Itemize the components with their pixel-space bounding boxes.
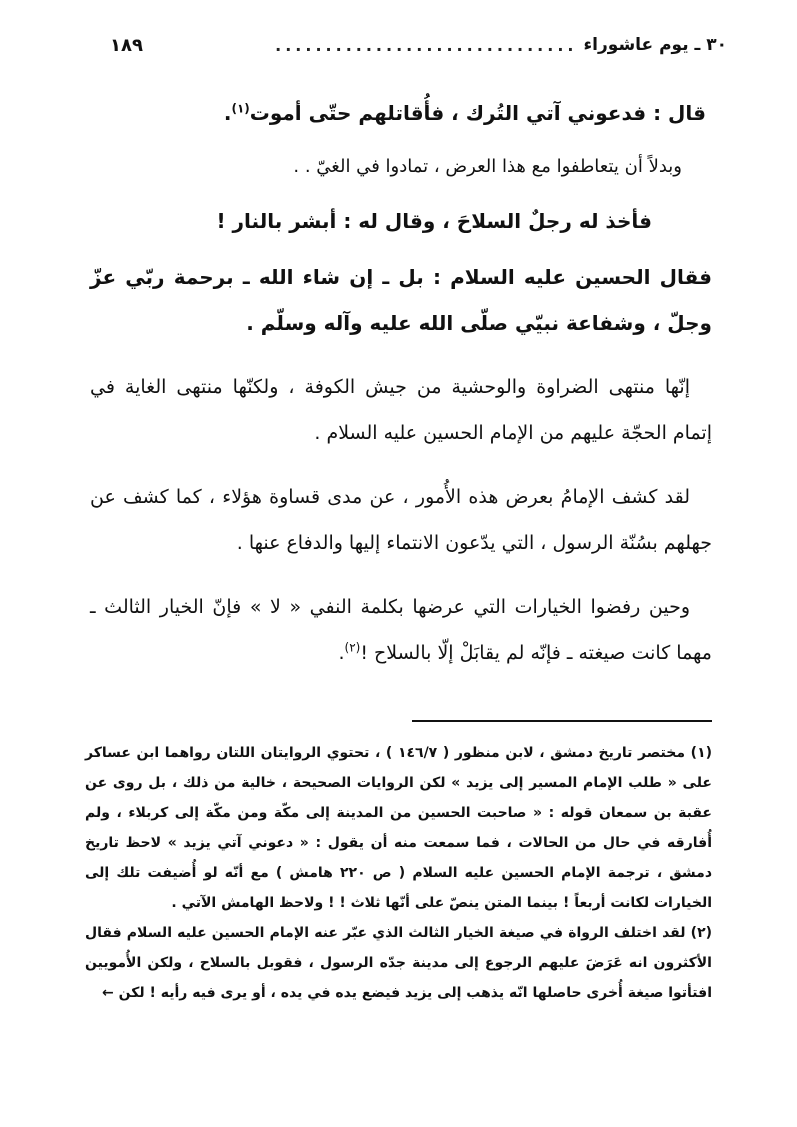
footnote-text: لقد اختلف الرواة في صيغة الخيار الثالث الذي عبّر عنه الإمام الحسين عليه السلام فقال الأكثرون انه عَرَضَ عليهم الرجوع إلى مدينة جدّه الرسول ، فقوبل بالسلاح ، ولكن الأُمويين افتأتوا صيغة أُخرى حاصلها انّه يذهب إلى يزيد فيضع يده في يده ، أو يرى فيه رأيه ! لكن [85, 925, 712, 1001]
page-number: ١٨٩ [110, 34, 143, 56]
footnote [85, 738, 712, 918]
quote-paragraph: فأخذ له رجلٌ السلاحَ ، وقال له : أبشر بالنار ! [216, 209, 652, 233]
leader-dots: .............................. [275, 35, 578, 55]
continue-arrow-icon: ← [102, 985, 114, 1001]
footnote-ref[interactable]: (١) [231, 101, 250, 116]
footnote-ref[interactable]: (٢) [344, 640, 361, 655]
narrative-line: وبدلاً أن يتعاطفوا مع هذا العرض ، تمادوا في الغيّ . . [293, 156, 682, 177]
body-paragraph: إنّها منتهى الضراوة والوحشية من جيش الكوفة ، ولكنّها منتهى الغاية في إتمام الحجّة عليهم من الإمام الحسين عليه السلام . [90, 376, 712, 444]
footnote [85, 918, 712, 1008]
main-text [90, 86, 712, 676]
quote-paragraph: قال : فدعوني آتي التُرك ، فأُقاتلهم حتّى أموت$^{(١)}$. [223, 101, 706, 125]
quote-paragraph: فقال الحسين عليه السلام : بل ـ إن شاء الله ـ برحمة ربّي عزّ وجلّ ، وشفاعة نبيّي صلّى الله عليه وآله وسلّم . [90, 265, 712, 335]
body-paragraph: لقد كشف الإمامُ بعرض هذه الأُمور ، عن مدى قساوة هؤلاء ، كما كشف عن جهلهم بسُنّة الرسول ، التي يدّعون الانتماء إليها والدفاع عنها . [90, 486, 712, 554]
body-paragraph: وحين رفضوا الخيارات التي عرضها بكلمة النفي « لا » فإنّ الخيار الثالث ـ مهما كانت صيغته ـ فإنّه لم يقابَلْ إلّا بالسلاح !$^{(٢)}$. [90, 596, 712, 664]
running-header [110, 30, 727, 60]
quote-text: قال : فدعوني آتي التُرك ، فأُقاتلهم حتّى أموت [249, 101, 706, 125]
footnote-text: مختصر تاريخ دمشق ، لابن منظور ( ١٤٦/٧ ) ، تحتوي الروايتان اللتان رواهما ابن عساكر على « طلب الإمام المسير إلى يزيد » لكن الروايات الصحيحة ، خالية من ذلك ، بل روى عن عقبة بن سمعان قوله : « صاحبت الحسين من المدينة إلى مكّة ومن مكّة إلى كربلاء ، ولم أُفارقه في حال من الحالات ، فما سمعت منه أن يقول : « دعوني آتي يزيد » لاحظ تاريخ دمشق ، ترجمة الإمام الحسين عليه السلام ( ص ٢٢٠ هامش ) مع أنّه لو أُضيفت تلك إلى الخيارات لكانت أربعاً ! بينما المتن ينصّ على أنّها ثلاث ! ! ولاحظ الهامش الآتي . [85, 745, 713, 911]
footnote-number: (١) [690, 745, 713, 761]
footnotes [85, 738, 712, 1008]
footnote-divider [412, 720, 712, 722]
chapter-title: ٣٠ ـ يوم عاشوراء [583, 35, 727, 55]
footnote-number: (٢) [690, 925, 713, 941]
